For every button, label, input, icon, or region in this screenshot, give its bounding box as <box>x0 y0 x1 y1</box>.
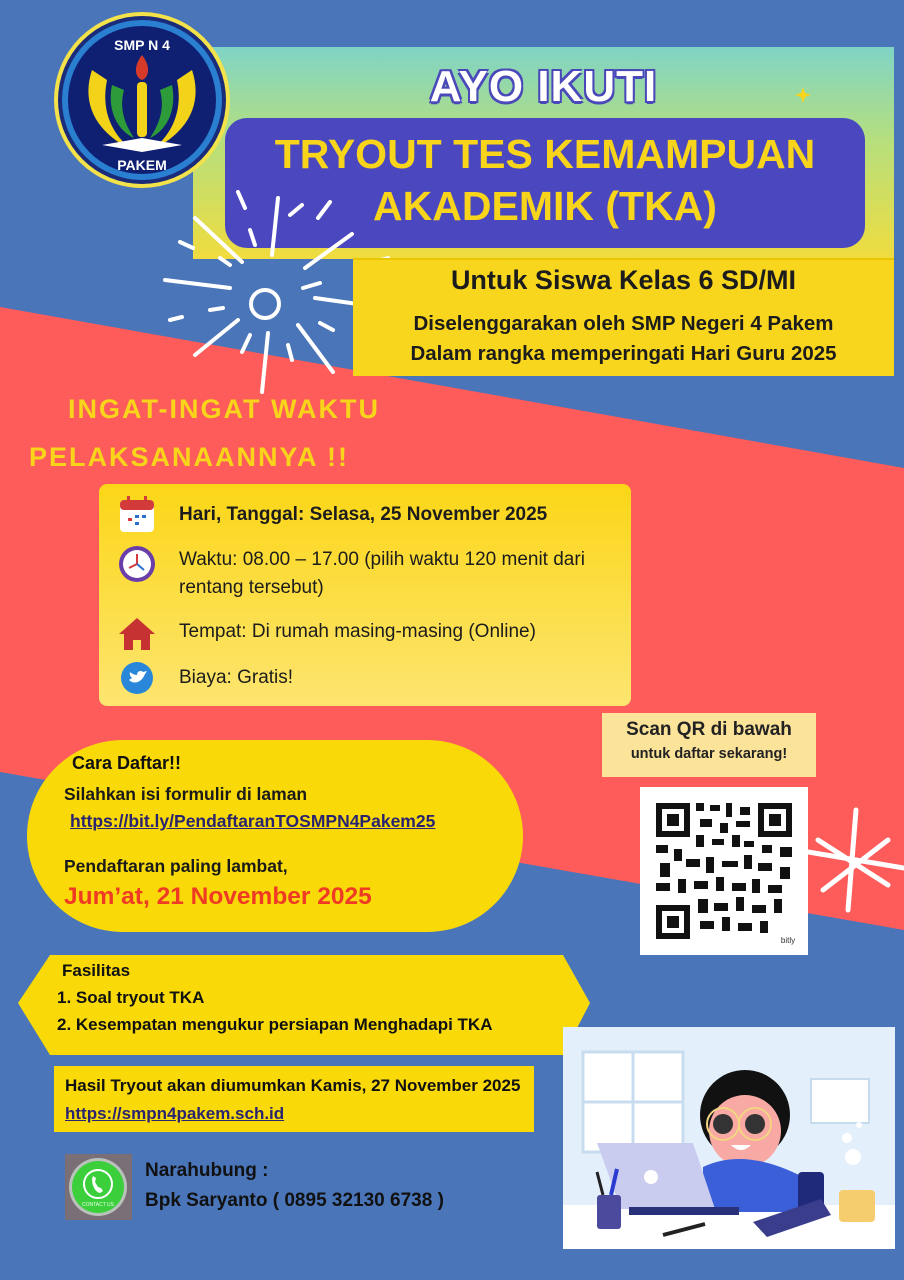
contact-us-button[interactable] <box>65 1154 132 1220</box>
registration-link[interactable]: https://bit.ly/PendaftaranTOSMPN4Pakem25 <box>70 811 436 831</box>
results-announcement: Hasil Tryout akan diumumkan Kamis, 27 November 2025 <box>65 1076 521 1095</box>
registration-title: Cara Daftar!! <box>72 753 182 773</box>
occasion-text: Dalam rangka memperingati Hari Guru 2025 <box>410 342 837 365</box>
kicker-heading: AYO IKUTI <box>429 62 658 111</box>
bird-icon <box>117 658 157 698</box>
reminder-line-2: PELAKSANAANNYA !! <box>29 442 350 472</box>
detail-row-date: Hari, Tanggal: Selasa, 25 November 2025 <box>99 494 631 534</box>
qr-code-icon <box>640 787 808 955</box>
title-line-2: AKADEMIK (TKA) <box>373 183 717 229</box>
calendar-icon <box>117 494 157 534</box>
svg-text:CONTACT US: CONTACT US <box>81 1202 115 1208</box>
deadline-date: Jum’at, 21 November 2025 <box>64 883 372 910</box>
facility-item: 2. Kesempatan mengukur persiapan Menghadapi TKA <box>57 1015 493 1034</box>
date-value: Selasa, 25 November 2025 <box>309 504 548 525</box>
svg-text:SMP N 4: SMP N 4 <box>114 37 170 53</box>
facilities-title: Fasilitas <box>62 961 131 980</box>
scan-qr-line-2: untuk daftar sekarang! <box>630 746 788 762</box>
detail-row-fee: Biaya: Gratis! <box>99 658 631 698</box>
svg-text:bitly: bitly <box>780 936 796 945</box>
deadline-label: Pendaftaran paling lambat, <box>64 856 288 876</box>
audience-text: Untuk Siswa Kelas 6 SD/MI <box>450 265 797 295</box>
contact-name-phone: Bpk Saryanto ( 0895 32130 6738 ) <box>145 1190 444 1211</box>
detail-row-time: Waktu: 08.00 – 17.00 (pilih waktu 120 menit dari rentang tersebut) <box>99 544 631 602</box>
phone-icon <box>65 1154 132 1220</box>
reminder-line-1: INGAT-INGAT WAKTU <box>68 394 380 424</box>
contact-label: Narahubung : <box>145 1160 269 1181</box>
fee-value: Gratis! <box>237 667 294 688</box>
detail-row-place: Tempat: Di rumah masing-masing (Online) <box>99 614 631 654</box>
sparkle-burst-decoration <box>808 800 904 920</box>
qr-code[interactable] <box>640 787 808 955</box>
scan-qr-line-1: Scan QR di bawah <box>626 719 792 740</box>
title-line-1: TRYOUT TES KEMAMPUAN <box>274 131 816 177</box>
place-value: Di rumah masing-masing (Online) <box>251 621 536 642</box>
student-laptop-illustration <box>563 1027 895 1249</box>
clock-icon <box>117 544 157 584</box>
organizer-block <box>353 309 894 369</box>
school-website-link[interactable]: https://smpn4pakem.sch.id <box>65 1104 285 1123</box>
student-illustration <box>563 1027 895 1249</box>
time-value: 08.00 – 17.00 (pilih waktu 120 menit dari rentang tersebut) <box>179 549 585 598</box>
house-icon <box>117 614 157 654</box>
organizer-text: Diselenggarakan oleh SMP Negeri 4 Pakem <box>413 312 834 335</box>
event-details-card <box>99 484 631 706</box>
facility-item: 1. Soal tryout TKA <box>57 988 205 1007</box>
registration-instruction: Silahkan isi formulir di laman <box>64 784 308 804</box>
svg-text:PAKEM: PAKEM <box>117 157 167 173</box>
